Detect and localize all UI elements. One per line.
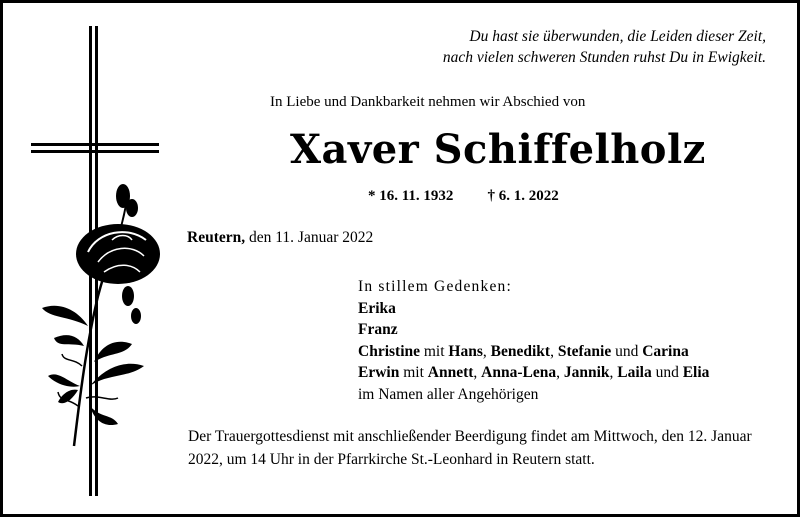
mourner-name: Stefanie	[557, 342, 612, 360]
life-dates	[368, 188, 559, 205]
funeral-service-text: Der Trauergottesdienst mit anschließender Beerdigung findet am Mittwoch, den 12. Januar 2022, um 14 Uhr in der Pfarrkirche St.-Leonhard in Reutern statt.	[188, 428, 752, 468]
mourner-name: Annett	[427, 364, 474, 381]
mourner-line: im Namen aller Angehörigen	[358, 385, 539, 403]
mourner-name: Erwin	[358, 364, 400, 381]
connector-text: und	[651, 364, 683, 381]
connector-text: ,	[550, 342, 558, 360]
notice-date: den 11. Januar 2022	[249, 229, 374, 246]
connector-text: ,	[482, 342, 491, 360]
connector-text: und	[611, 342, 643, 360]
quote-line: nach vielen schweren Stunden ruhst Du in Ewigkeit.	[442, 49, 766, 66]
mourner-name: Laila	[617, 364, 652, 381]
deceased-name: Xaver Schiffelholz	[290, 126, 706, 173]
mourner-name: Jannik	[563, 364, 610, 381]
mourner-line: Erika	[358, 299, 396, 317]
place-and-date	[187, 229, 373, 247]
death-date: † 6. 1. 2022	[487, 188, 559, 204]
mourner-line: Franz	[358, 321, 398, 338]
mourner-name: Hans	[448, 342, 483, 360]
mourner-name: Carina	[642, 342, 689, 360]
mourner-name: Benedikt	[490, 342, 551, 360]
connector-text: ,	[556, 364, 564, 381]
mourner-line	[358, 341, 709, 363]
mourners-list	[358, 276, 709, 405]
intro-text: In Liebe und Dankbarkeit nehmen wir Abschied von	[270, 94, 586, 110]
cross-and-rose-icon	[28, 26, 168, 506]
birth-date: * 16. 11. 1932	[368, 188, 454, 204]
mourner-name: Christine	[358, 342, 420, 360]
mourners-heading: In stillem Gedenken:	[358, 278, 512, 295]
mourner-name: Elia	[682, 364, 710, 381]
memorial-quote	[346, 26, 766, 68]
connector-text: mit	[399, 364, 428, 381]
connector-text: mit	[420, 342, 449, 360]
connector-text: ,	[473, 364, 482, 381]
mourner-line	[358, 362, 709, 384]
connector-text: ,	[609, 364, 618, 381]
mourner-name: Anna-Lena	[481, 364, 557, 381]
quote-line: Du hast sie überwunden, die Leiden dieser Zeit,	[469, 28, 766, 45]
town: Reutern,	[187, 229, 246, 246]
